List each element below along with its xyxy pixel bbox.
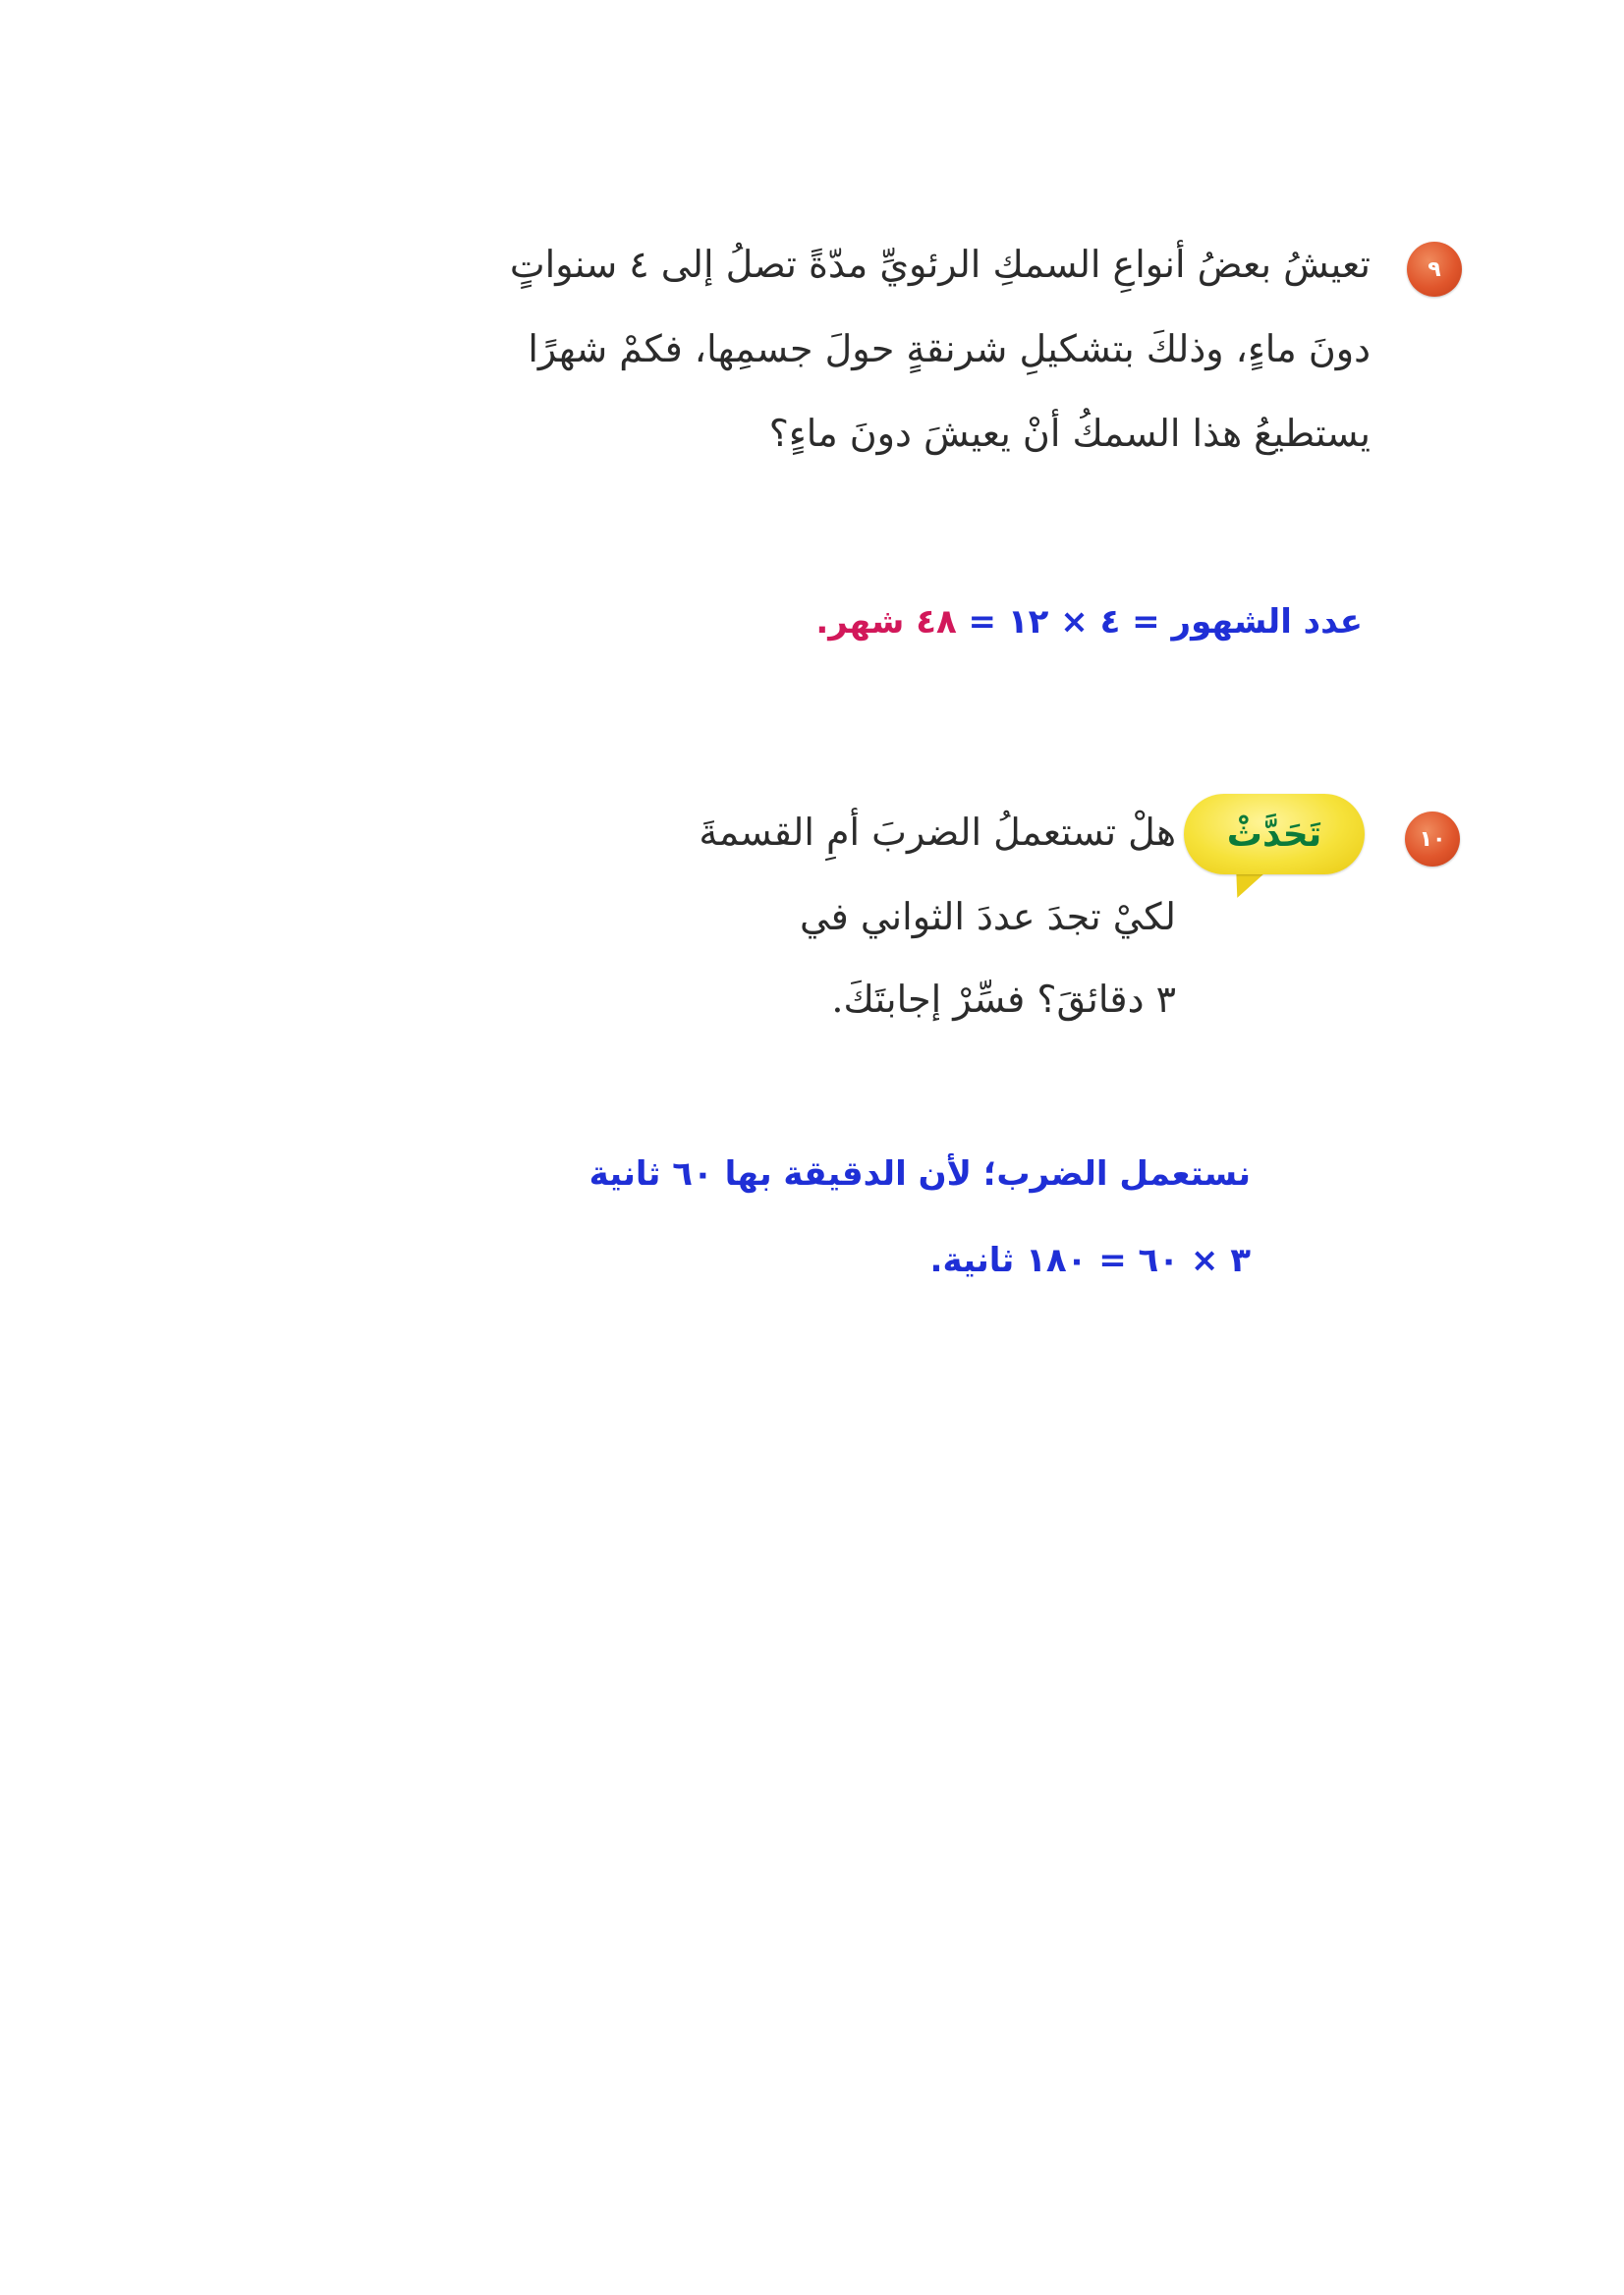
answer-9-equation: عدد الشهور = ٤ × ١٢ = [968,602,1363,642]
question-10-number: ١٠ [1419,826,1446,852]
speech-bubble-icon [1184,794,1365,874]
question-9-line-3: يستطيعُ هذا السمكُ أنْ يعيشَ دونَ ماءٍ؟ [768,412,1371,455]
answer-10-line-2: ٣ × ٦٠ = ١٨٠ ثانية. [929,1241,1251,1280]
talk-label: تَحَدَّثْ [1226,813,1322,855]
answer-9 [815,602,1363,642]
answer-10-line-1: نستعمل الضرب؛ لأن الدقيقة بها ٦٠ ثانية [588,1154,1251,1194]
question-9-line-2: دونَ ماءٍ، وذلكَ بتشكيلِ شرنقةٍ حولَ جسمِها، فكمْ شهرًا [528,327,1371,370]
answer-9-result: ٤٨ شهر. [815,602,957,642]
question-10-line-1: هلْ تستعملُ الضربَ أمِ القسمةَ [699,811,1176,854]
talk-speech-bubble [1184,794,1367,902]
question-9-number: ٩ [1428,256,1441,282]
question-9-number-badge [1407,242,1462,297]
question-10-number-badge [1405,812,1460,867]
question-9-line-1: تعيشُ بعضُ أنواعِ السمكِ الرئويِّ مدّةً تصلُ إلى ٤ سنواتٍ [509,243,1371,286]
question-10-line-2: لكيْ تجدَ عددَ الثواني في [799,895,1176,938]
question-10-line-3: ٣ دقائقَ؟ فسِّرْ إجابتَكَ. [831,978,1176,1021]
